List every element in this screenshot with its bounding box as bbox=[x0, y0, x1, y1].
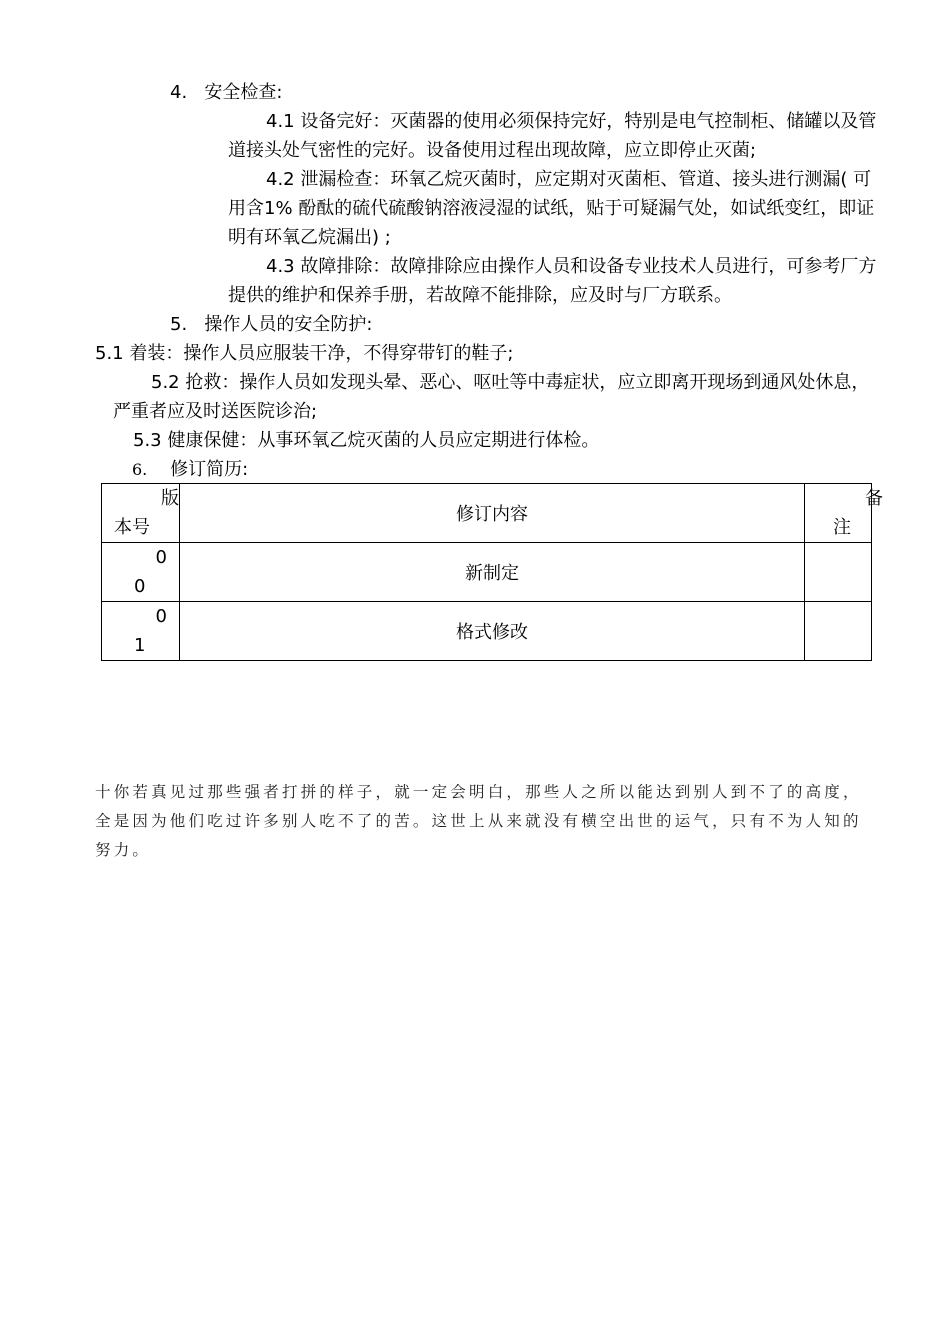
section-5-heading bbox=[170, 310, 372, 339]
header-remark-cell bbox=[805, 484, 883, 543]
row-1-remark-cell bbox=[805, 543, 872, 602]
row-2-version-line2: 1 bbox=[134, 635, 146, 656]
row-1-content-cell bbox=[180, 543, 805, 602]
header-version-cell bbox=[102, 484, 180, 543]
section-4-heading bbox=[170, 78, 282, 107]
header-remark-line1: 备 bbox=[865, 488, 883, 509]
section-6-number: 6. bbox=[132, 460, 148, 479]
row-1-content: 新制定 bbox=[465, 563, 519, 584]
row-2-content-cell bbox=[180, 602, 805, 661]
section-6-heading bbox=[132, 455, 248, 484]
table-header-row bbox=[102, 484, 872, 543]
paragraph-5-3: 5.3 健康保健：从事环氧乙烷灭菌的人员应定期进行体检。 bbox=[133, 430, 600, 451]
row-2-content: 格式修改 bbox=[456, 622, 528, 643]
section-5-number: 5. bbox=[170, 314, 188, 335]
header-version-line1: 版 bbox=[161, 488, 179, 509]
header-content: 修订内容 bbox=[456, 504, 528, 525]
section-4-title: 安全检查: bbox=[204, 82, 283, 103]
header-content-cell bbox=[180, 484, 805, 543]
row-1-version-line2: 0 bbox=[134, 576, 146, 597]
row-2-version-cell bbox=[102, 602, 180, 661]
paragraph-4-3: 4.3 故障排除：故障排除应由操作人员和设备专业技术人员进行，可参考厂方提供的维护和保养手册，若故障不能排除，应及时与厂方联系。 bbox=[228, 256, 877, 306]
paragraph-5-1: 5.1 着装：操作人员应服装干净，不得穿带钉的鞋子; bbox=[95, 343, 514, 364]
paragraph-4-2: 4.2 泄漏检查：环氧乙烷灭菌时，应定期对灭菌柜、管道、接头进行测漏( 可用含1% 酚酞的硫代硫酸钠溶液浸湿的试纸，贴于可疑漏气处，如试纸变红，即证明有环氧乙烷漏出) ; bbox=[228, 169, 875, 248]
row-2-version-line1: 0 bbox=[155, 606, 167, 627]
header-remark-line2: 注 bbox=[833, 517, 851, 538]
header-version-line2: 本号 bbox=[114, 517, 150, 538]
section-6-title: 修订简历: bbox=[170, 459, 249, 480]
row-1-version-line1: 0 bbox=[155, 547, 167, 568]
row-2-remark-cell bbox=[805, 602, 872, 661]
revision-table bbox=[101, 483, 883, 661]
paragraph-4-1: 4.1 设备完好：灭菌器的使用必须保持完好，特别是电气控制柜、储罐以及管道接头处气密性的完好。设备使用过程出现故障，应立即停止灭菌; bbox=[228, 111, 877, 161]
section-4-number: 4. bbox=[170, 82, 188, 103]
section-5-title: 操作人员的安全防护: bbox=[204, 314, 373, 335]
table-row bbox=[102, 543, 872, 602]
table-row bbox=[102, 602, 872, 661]
row-1-version-cell bbox=[102, 543, 180, 602]
footer-quote: 十你若真见过那些强者打拼的样子，就一定会明白，那些人之所以能达到别人到不了的高度，全是因为他们吃过许多别人吃不了的苦。这世上从来就没有横空出世的运气，只有不为人知的努力。 bbox=[95, 783, 862, 859]
paragraph-5-2: 5.2 抢救：操作人员如发现头晕、恶心、呕吐等中毒症状，应立即离开现场到通风处休息，严重者应及时送医院诊治; bbox=[113, 372, 870, 422]
